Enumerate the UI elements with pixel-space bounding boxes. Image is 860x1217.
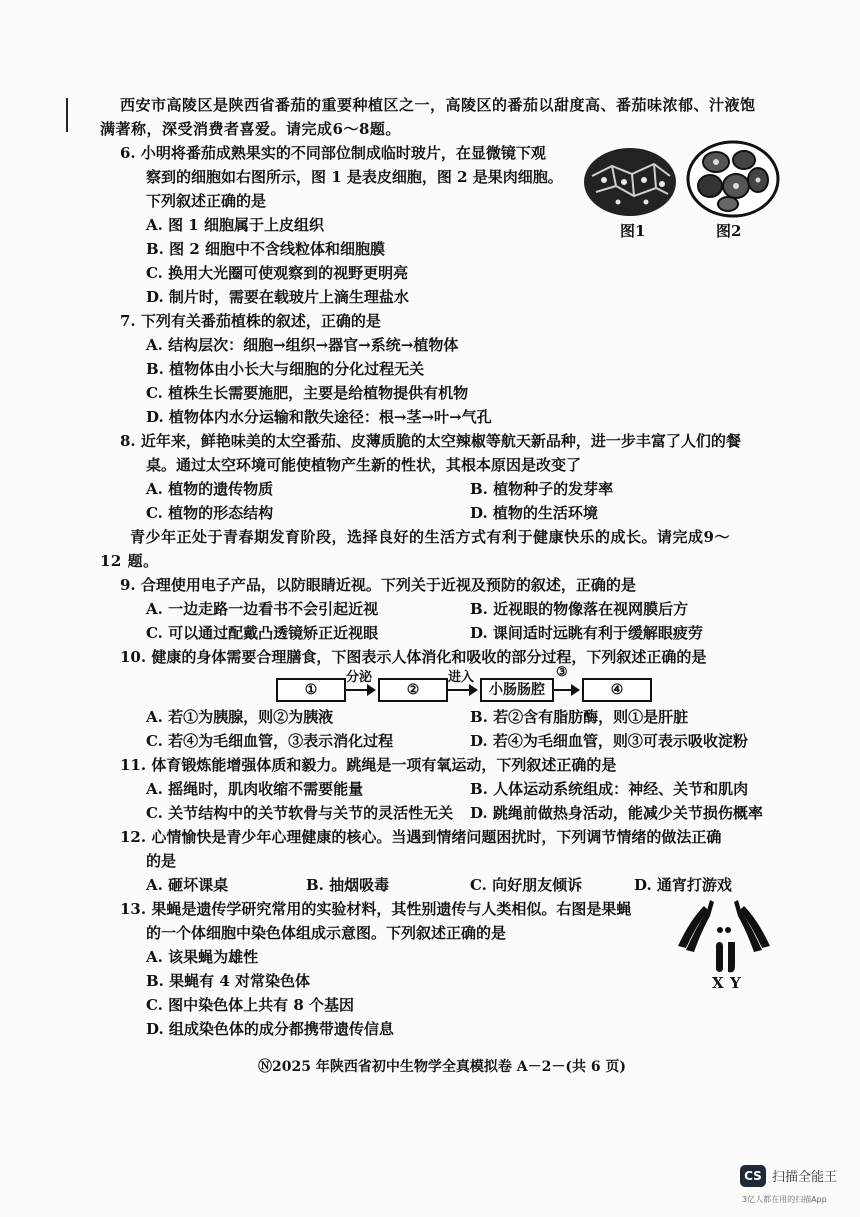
flow-box-4: ④ <box>582 678 652 702</box>
q11-option-c: C. 关节结构中的关节软骨与关节的灵活性无关 <box>146 804 454 822</box>
y-chromosome-label: Y <box>730 974 741 992</box>
flow-arrow-3 <box>554 689 578 691</box>
q8-option-d: D. 植物的生活环境 <box>470 504 598 522</box>
q12-option-b: B. 抽烟吸毒 <box>306 876 390 894</box>
q8-option-b: B. 植物种子的发芽率 <box>470 480 614 498</box>
flow-arrow-2 <box>448 689 476 691</box>
page-footer <box>258 1056 626 1076</box>
q11-option-d: D. 跳绳前做热身活动，能减少关节损伤概率 <box>470 804 763 822</box>
q12-stem-line1: 12. 心情愉快是青少年心理健康的核心。当遇到情绪问题困扰时，下列调节情绪的做法正确 <box>120 828 722 846</box>
q9-option-b: B. 近视眼的物像落在视网膜后方 <box>470 600 689 618</box>
fruitfly-chromosome-figure <box>676 896 772 976</box>
camscanner-tagline: 3亿人都在用的扫描App <box>742 1195 827 1204</box>
flow-box-2: ② <box>378 678 448 702</box>
flow-arrow-1 <box>346 689 374 691</box>
q13-option-c: C. 图中染色体上共有 8 个基因 <box>146 996 355 1014</box>
flow-label-enter: 进入 <box>448 670 475 685</box>
q7-option-a: A. 结构层次：细胞→组织→器官→系统→植物体 <box>146 336 459 354</box>
q13-option-d: D. 组成染色体的成分都携带遗传信息 <box>146 1020 394 1038</box>
q12-option-a: A. 砸坏课桌 <box>146 876 229 894</box>
q12-stem-line2: 的是 <box>146 852 177 870</box>
q10-option-d: D. 若④为毛细血管，则③可表示吸收淀粉 <box>470 732 748 750</box>
q9-option-a: A. 一边走路一边看书不会引起近视 <box>146 600 379 618</box>
q9-stem: 9. 合理使用电子产品，以防眼睛近视。下列关于近视及预防的叙述，正确的是 <box>120 576 636 594</box>
q12-option-c: C. 向好朋友倾诉 <box>470 876 583 894</box>
figure2-label: 图2 <box>716 222 742 240</box>
figure1-epidermal-cells <box>582 146 678 218</box>
q6-stem-line2: 察到的细胞如右图所示，图 1 是表皮细胞，图 2 是果肉细胞。 <box>146 168 563 186</box>
q11-stem: 11. 体育锻炼能增强体质和毅力。跳绳是一项有氧运动，下列叙述正确的是 <box>120 756 617 774</box>
q11-option-b: B. 人体运动系统组成：神经、关节和肌肉 <box>470 780 749 798</box>
q9-option-d: D. 课间适时远眺有利于缓解眼疲劳 <box>470 624 703 642</box>
q7-stem: 7. 下列有关番茄植株的叙述，正确的是 <box>120 312 381 330</box>
flow-label-secrete: 分泌 <box>346 670 373 685</box>
q6-stem-line1: 6. 小明将番茄成熟果实的不同部位制成临时玻片，在显微镜下观 <box>120 144 546 162</box>
q6-stem-line3: 下列叙述正确的是 <box>146 192 267 210</box>
intro-6-8-line1: 西安市高陵区是陕西省番茄的重要种植区之一，高陵区的番茄以甜度高、番茄味浓郁、汁液饱 <box>120 96 756 114</box>
q7-option-d: D. 植物体内水分运输和散失途径：根→茎→叶→气孔 <box>146 408 492 426</box>
q8-stem-line1: 8. 近年来，鲜艳味美的太空番茄、皮薄质脆的太空辣椒等航天新品种，进一步丰富了人们的餐 <box>120 432 741 450</box>
q12-option-d: D. 通宵打游戏 <box>634 876 732 894</box>
flow-label-3: ③ <box>556 665 568 680</box>
q8-stem-line2: 桌。通过太空环境可能使植物产生新的性状，其根本原因是改变了 <box>146 456 582 474</box>
q13-stem-line1: 13. 果蝇是遗传学研究常用的实验材料，其性别遗传与人类相似。右图是果蝇 <box>120 900 632 918</box>
flow-box-small-intestine: 小肠肠腔 <box>480 678 554 702</box>
q6-option-b: B. 图 2 细胞中不含线粒体和细胞膜 <box>146 240 386 258</box>
flow-box-1: ① <box>276 678 346 702</box>
q10-stem: 10. 健康的身体需要合理膳食，下图表示人体消化和吸收的部分过程，下列叙述正确的是 <box>120 648 707 666</box>
q13-stem-line2: 的一个体细胞中染色体组成示意图。下列叙述正确的是 <box>146 924 507 942</box>
q10-option-a: A. 若①为胰腺，则②为胰液 <box>146 708 334 726</box>
q7-option-c: C. 植株生长需要施肥，主要是给植物提供有机物 <box>146 384 469 402</box>
q6-option-d: D. 制片时，需要在载玻片上滴生理盐水 <box>146 288 409 306</box>
q6-option-a: A. 图 1 细胞属于上皮组织 <box>146 216 324 234</box>
q9-option-c: C. 可以通过配戴凸透镜矫正近视眼 <box>146 624 379 642</box>
intro-9-12-line1: 青少年正处于青春期发育阶段，选择良好的生活方式有利于健康快乐的成长。请完成9～ <box>130 528 730 546</box>
q10-option-c: C. 若④为毛细血管，③表示消化过程 <box>146 732 394 750</box>
intro-9-12-line2: 12 题。 <box>100 552 159 570</box>
figure1-label: 图1 <box>620 222 646 240</box>
x-chromosome-label: X <box>712 974 724 992</box>
footer-text: 2025 年陕西省初中生物学全真模拟卷 A－2－(共 6 页) <box>272 1059 627 1075</box>
q7-option-b: B. 植物体由小长大与细胞的分化过程无关 <box>146 360 425 378</box>
q8-option-a: A. 植物的遗传物质 <box>146 480 274 498</box>
q8-option-c: C. 植物的形态结构 <box>146 504 274 522</box>
publisher-mark: Ⓝ <box>258 1059 272 1075</box>
q6-option-c: C. 换用大光圈可使观察到的视野更明亮 <box>146 264 409 282</box>
q11-option-a: A. 摇绳时，肌肉收缩不需要能量 <box>146 780 364 798</box>
camscanner-name: 扫描全能王 <box>772 1170 838 1185</box>
figure2-flesh-cells <box>686 140 780 218</box>
margin-mark <box>66 98 68 132</box>
q13-option-a: A. 该果蝇为雄性 <box>146 948 259 966</box>
q13-option-b: B. 果蝇有 4 对常染色体 <box>146 972 311 990</box>
q10-option-b: B. 若②含有脂肪酶，则①是肝脏 <box>470 708 689 726</box>
camscanner-logo-icon: CS <box>740 1165 766 1187</box>
intro-6-8-line2: 满著称，深受消费者喜爱。请完成6～8题。 <box>100 120 401 138</box>
